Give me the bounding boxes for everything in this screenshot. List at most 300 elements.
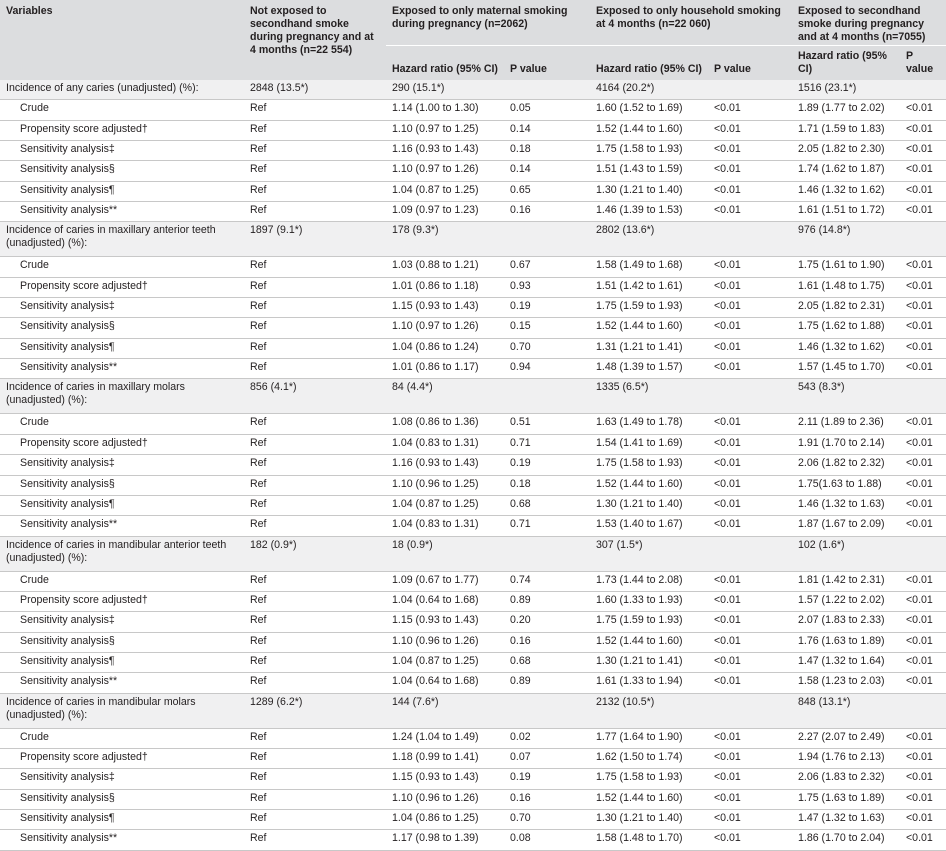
hazard-ratio-cell: 1.75 (1.58 to 1.93) bbox=[590, 141, 708, 161]
table-row bbox=[0, 318, 946, 338]
hazard-ratio-cell: 1.62 (1.50 to 1.74) bbox=[590, 748, 708, 768]
hazard-ratio-cell: 1.47 (1.32 to 1.63) bbox=[792, 809, 900, 829]
hazard-ratio-cell: 1.15 (0.93 to 1.43) bbox=[386, 298, 504, 318]
hazard-ratio-header: Hazard ratio (95% CI) bbox=[590, 46, 708, 81]
p-value-cell: 0.71 bbox=[504, 434, 590, 454]
hazard-ratio-cell: 1.75 (1.62 to 1.88) bbox=[792, 318, 900, 338]
hazard-ratio-cell: 1.04 (0.87 to 1.25) bbox=[386, 181, 504, 201]
unadjusted-count-cell: 1289 (6.2*) bbox=[244, 693, 386, 728]
p-value-cell: <0.01 bbox=[900, 338, 946, 358]
hazard-ratio-cell: 1.15 (0.93 to 1.43) bbox=[386, 769, 504, 789]
hazard-ratio-cell: 1.04 (0.83 to 1.31) bbox=[386, 516, 504, 536]
hazard-ratio-cell: 1.57 (1.45 to 1.70) bbox=[792, 359, 900, 379]
hazard-ratio-cell: 1.76 (1.63 to 1.89) bbox=[792, 632, 900, 652]
reference-cell: Ref bbox=[244, 728, 386, 748]
reference-cell: Ref bbox=[244, 516, 386, 536]
p-value-cell: 0.18 bbox=[504, 141, 590, 161]
row-label: Sensitivity analysis‡ bbox=[0, 612, 244, 632]
table-row bbox=[0, 277, 946, 297]
section-row bbox=[0, 379, 946, 414]
p-value-cell: <0.01 bbox=[900, 652, 946, 672]
hazard-ratio-cell: 1.46 (1.39 to 1.53) bbox=[590, 202, 708, 222]
p-value-cell: 0.51 bbox=[504, 414, 590, 434]
p-value-cell: <0.01 bbox=[900, 673, 946, 693]
p-value-cell: <0.01 bbox=[900, 298, 946, 318]
hazard-ratio-cell: 1.08 (0.86 to 1.36) bbox=[386, 414, 504, 434]
hazard-ratio-cell: 1.58 (1.48 to 1.70) bbox=[590, 830, 708, 850]
p-value-cell: <0.01 bbox=[900, 318, 946, 338]
section-row bbox=[0, 693, 946, 728]
hazard-ratio-cell: 1.75 (1.59 to 1.93) bbox=[590, 612, 708, 632]
table-row bbox=[0, 257, 946, 277]
reference-cell: Ref bbox=[244, 318, 386, 338]
table-row bbox=[0, 141, 946, 161]
hazard-ratio-cell: 1.75(1.63 to 1.88) bbox=[792, 475, 900, 495]
reference-cell: Ref bbox=[244, 277, 386, 297]
hazard-ratio-cell: 1.04 (0.86 to 1.25) bbox=[386, 809, 504, 829]
hazard-ratio-cell: 1.52 (1.44 to 1.60) bbox=[590, 120, 708, 140]
row-label: Propensity score adjusted† bbox=[0, 277, 244, 297]
p-value-cell: 0.19 bbox=[504, 769, 590, 789]
hazard-ratio-cell: 1.58 (1.23 to 2.03) bbox=[792, 673, 900, 693]
reference-cell: Ref bbox=[244, 571, 386, 591]
table-row bbox=[0, 338, 946, 358]
section-label: Incidence of caries in mandibular molars (unadjusted) (%): bbox=[0, 693, 244, 728]
p-value-cell: <0.01 bbox=[708, 830, 792, 850]
hazard-ratio-cell: 1.09 (0.67 to 1.77) bbox=[386, 571, 504, 591]
reference-cell: Ref bbox=[244, 748, 386, 768]
hazard-ratio-cell: 1.10 (0.96 to 1.26) bbox=[386, 789, 504, 809]
hazard-ratio-cell: 1.74 (1.62 to 1.87) bbox=[792, 161, 900, 181]
hazard-ratio-cell: 1.30 (1.21 to 1.40) bbox=[590, 809, 708, 829]
hazard-ratio-cell: 1.46 (1.32 to 1.62) bbox=[792, 338, 900, 358]
table-row bbox=[0, 769, 946, 789]
p-value-cell: <0.01 bbox=[708, 728, 792, 748]
reference-cell: Ref bbox=[244, 181, 386, 201]
hazard-ratio-cell: 1.16 (0.93 to 1.43) bbox=[386, 141, 504, 161]
section-row bbox=[0, 80, 946, 100]
reference-cell: Ref bbox=[244, 632, 386, 652]
p-value-cell: <0.01 bbox=[900, 789, 946, 809]
hazard-ratio-cell: 2.06 (1.82 to 2.32) bbox=[792, 455, 900, 475]
hazard-ratio-cell: 1.53 (1.40 to 1.67) bbox=[590, 516, 708, 536]
section-label: Incidence of caries in maxillary anterior teeth (unadjusted) (%): bbox=[0, 222, 244, 257]
table-row bbox=[0, 298, 946, 318]
unadjusted-count-cell: 2132 (10.5*) bbox=[590, 693, 792, 728]
table-row bbox=[0, 673, 946, 693]
hazard-ratio-cell: 1.48 (1.39 to 1.57) bbox=[590, 359, 708, 379]
unadjusted-count-cell: 182 (0.9*) bbox=[244, 536, 386, 571]
row-label: Sensitivity analysis§ bbox=[0, 318, 244, 338]
p-value-cell: <0.01 bbox=[708, 516, 792, 536]
table-row bbox=[0, 414, 946, 434]
hazard-ratio-cell: 1.91 (1.70 to 2.14) bbox=[792, 434, 900, 454]
hazard-ratio-cell: 1.81 (1.42 to 2.31) bbox=[792, 571, 900, 591]
p-value-cell: <0.01 bbox=[708, 748, 792, 768]
row-label: Sensitivity analysis¶ bbox=[0, 495, 244, 515]
reference-cell: Ref bbox=[244, 455, 386, 475]
unadjusted-count-cell: 102 (1.6*) bbox=[792, 536, 946, 571]
p-value-cell: <0.01 bbox=[708, 414, 792, 434]
p-value-cell: <0.01 bbox=[900, 809, 946, 829]
p-value-cell: 0.71 bbox=[504, 516, 590, 536]
p-value-cell: 0.19 bbox=[504, 455, 590, 475]
unadjusted-count-cell: 2802 (13.6*) bbox=[590, 222, 792, 257]
p-value-cell: <0.01 bbox=[708, 100, 792, 120]
p-value-cell: <0.01 bbox=[708, 277, 792, 297]
p-value-cell: 0.68 bbox=[504, 495, 590, 515]
group-household-header: Exposed to only household smoking at 4 months (n=22 060) bbox=[590, 0, 792, 46]
p-value-cell: <0.01 bbox=[708, 257, 792, 277]
hazard-ratio-cell: 1.87 (1.67 to 2.09) bbox=[792, 516, 900, 536]
row-label: Sensitivity analysis‡ bbox=[0, 298, 244, 318]
p-value-cell: <0.01 bbox=[708, 632, 792, 652]
row-label: Sensitivity analysis§ bbox=[0, 161, 244, 181]
hazard-ratio-cell: 1.51 (1.42 to 1.61) bbox=[590, 277, 708, 297]
row-label: Crude bbox=[0, 414, 244, 434]
p-value-cell: 0.94 bbox=[504, 359, 590, 379]
unadjusted-count-cell: 543 (8.3*) bbox=[792, 379, 946, 414]
hazard-ratio-cell: 1.18 (0.99 to 1.41) bbox=[386, 748, 504, 768]
p-value-header: P value bbox=[708, 46, 792, 81]
table-row bbox=[0, 591, 946, 611]
hazard-ratio-cell: 1.04 (0.87 to 1.25) bbox=[386, 495, 504, 515]
reference-cell: Ref bbox=[244, 809, 386, 829]
p-value-cell: <0.01 bbox=[900, 414, 946, 434]
reference-cell: Ref bbox=[244, 612, 386, 632]
hazard-ratio-cell: 1.47 (1.32 to 1.64) bbox=[792, 652, 900, 672]
p-value-cell: <0.01 bbox=[708, 455, 792, 475]
table-row bbox=[0, 748, 946, 768]
p-value-cell: <0.01 bbox=[708, 318, 792, 338]
row-label: Sensitivity analysis** bbox=[0, 516, 244, 536]
hazard-ratio-cell: 1.61 (1.48 to 1.75) bbox=[792, 277, 900, 297]
not-exposed-header: Not exposed to secondhand smoke during pregnancy and at 4 months (n=22 554) bbox=[244, 0, 386, 80]
p-value-cell: 0.67 bbox=[504, 257, 590, 277]
p-value-cell: 0.07 bbox=[504, 748, 590, 768]
variables-header: Variables bbox=[0, 0, 244, 80]
p-value-cell: <0.01 bbox=[708, 673, 792, 693]
p-value-cell: <0.01 bbox=[900, 728, 946, 748]
table-row bbox=[0, 571, 946, 591]
hazard-ratio-cell: 1.01 (0.86 to 1.18) bbox=[386, 277, 504, 297]
table-row bbox=[0, 728, 946, 748]
hazard-ratio-cell: 1.15 (0.93 to 1.43) bbox=[386, 612, 504, 632]
hazard-ratio-header: Hazard ratio (95% CI) bbox=[792, 46, 900, 81]
hazard-ratio-cell: 1.46 (1.32 to 1.63) bbox=[792, 495, 900, 515]
section-label: Incidence of any caries (unadjusted) (%): bbox=[0, 80, 244, 100]
p-value-cell: <0.01 bbox=[900, 591, 946, 611]
p-value-cell: <0.01 bbox=[708, 359, 792, 379]
reference-cell: Ref bbox=[244, 338, 386, 358]
p-value-cell: <0.01 bbox=[900, 434, 946, 454]
row-label: Sensitivity analysis¶ bbox=[0, 181, 244, 201]
p-value-cell: 0.08 bbox=[504, 830, 590, 850]
reference-cell: Ref bbox=[244, 202, 386, 222]
hazard-ratio-cell: 1.10 (0.96 to 1.26) bbox=[386, 632, 504, 652]
hazard-ratio-cell: 2.27 (2.07 to 2.49) bbox=[792, 728, 900, 748]
hazard-ratio-cell: 1.61 (1.33 to 1.94) bbox=[590, 673, 708, 693]
row-label: Propensity score adjusted† bbox=[0, 748, 244, 768]
hazard-ratio-cell: 1.60 (1.52 to 1.69) bbox=[590, 100, 708, 120]
p-value-cell: <0.01 bbox=[900, 181, 946, 201]
p-value-cell: 0.16 bbox=[504, 789, 590, 809]
hazard-ratio-cell: 1.89 (1.77 to 2.02) bbox=[792, 100, 900, 120]
hazard-ratio-cell: 1.54 (1.41 to 1.69) bbox=[590, 434, 708, 454]
unadjusted-count-cell: 4164 (20.2*) bbox=[590, 80, 792, 100]
hazard-ratio-cell: 1.30 (1.21 to 1.41) bbox=[590, 652, 708, 672]
p-value-cell: 0.70 bbox=[504, 809, 590, 829]
table-header bbox=[0, 0, 946, 80]
reference-cell: Ref bbox=[244, 414, 386, 434]
group-both-header: Exposed to secondhand smoke during pregnancy and at 4 months (n=7055) bbox=[792, 0, 946, 46]
reference-cell: Ref bbox=[244, 769, 386, 789]
hazard-ratio-cell: 1.10 (0.97 to 1.26) bbox=[386, 161, 504, 181]
row-label: Sensitivity analysis** bbox=[0, 673, 244, 693]
p-value-cell: 0.65 bbox=[504, 181, 590, 201]
p-value-cell: <0.01 bbox=[900, 495, 946, 515]
p-value-cell: <0.01 bbox=[708, 612, 792, 632]
p-value-cell: 0.68 bbox=[504, 652, 590, 672]
row-label: Propensity score adjusted† bbox=[0, 120, 244, 140]
row-label: Crude bbox=[0, 257, 244, 277]
p-value-cell: <0.01 bbox=[900, 571, 946, 591]
section-label: Incidence of caries in mandibular anterior teeth (unadjusted) (%): bbox=[0, 536, 244, 571]
p-value-cell: <0.01 bbox=[708, 475, 792, 495]
row-label: Sensitivity analysis§ bbox=[0, 632, 244, 652]
p-value-cell: <0.01 bbox=[900, 257, 946, 277]
table-row bbox=[0, 100, 946, 120]
unadjusted-count-cell: 856 (4.1*) bbox=[244, 379, 386, 414]
unadjusted-count-cell: 178 (9.3*) bbox=[386, 222, 590, 257]
table-row bbox=[0, 202, 946, 222]
reference-cell: Ref bbox=[244, 100, 386, 120]
unadjusted-count-cell: 290 (15.1*) bbox=[386, 80, 590, 100]
p-value-cell: <0.01 bbox=[900, 475, 946, 495]
row-label: Sensitivity analysis** bbox=[0, 830, 244, 850]
hazard-ratio-cell: 1.31 (1.21 to 1.41) bbox=[590, 338, 708, 358]
reference-cell: Ref bbox=[244, 141, 386, 161]
hazard-ratio-cell: 1.04 (0.64 to 1.68) bbox=[386, 673, 504, 693]
row-label: Sensitivity analysis¶ bbox=[0, 338, 244, 358]
p-value-cell: <0.01 bbox=[708, 571, 792, 591]
reference-cell: Ref bbox=[244, 161, 386, 181]
p-value-cell: <0.01 bbox=[708, 161, 792, 181]
hazard-ratio-cell: 1.24 (1.04 to 1.49) bbox=[386, 728, 504, 748]
hazard-ratio-cell: 1.63 (1.49 to 1.78) bbox=[590, 414, 708, 434]
unadjusted-count-cell: 1335 (6.5*) bbox=[590, 379, 792, 414]
hazard-ratio-cell: 1.51 (1.43 to 1.59) bbox=[590, 161, 708, 181]
reference-cell: Ref bbox=[244, 257, 386, 277]
p-value-cell: 0.14 bbox=[504, 120, 590, 140]
table-row bbox=[0, 830, 946, 850]
reference-cell: Ref bbox=[244, 495, 386, 515]
hazard-ratio-cell: 1.75 (1.59 to 1.93) bbox=[590, 298, 708, 318]
p-value-cell: <0.01 bbox=[900, 769, 946, 789]
table-row bbox=[0, 434, 946, 454]
p-value-cell: <0.01 bbox=[900, 612, 946, 632]
hazard-ratio-cell: 1.14 (1.00 to 1.30) bbox=[386, 100, 504, 120]
hazard-ratio-cell: 1.30 (1.21 to 1.40) bbox=[590, 181, 708, 201]
hazard-ratio-cell: 2.07 (1.83 to 2.33) bbox=[792, 612, 900, 632]
p-value-cell: <0.01 bbox=[708, 809, 792, 829]
p-value-cell: <0.01 bbox=[900, 277, 946, 297]
p-value-cell: <0.01 bbox=[708, 495, 792, 515]
p-value-cell: <0.01 bbox=[900, 141, 946, 161]
p-value-cell: 0.16 bbox=[504, 202, 590, 222]
p-value-cell: 0.18 bbox=[504, 475, 590, 495]
hazard-ratio-cell: 1.04 (0.64 to 1.68) bbox=[386, 591, 504, 611]
table-row bbox=[0, 475, 946, 495]
p-value-cell: <0.01 bbox=[900, 516, 946, 536]
table-row bbox=[0, 120, 946, 140]
row-label: Sensitivity analysis¶ bbox=[0, 809, 244, 829]
unadjusted-count-cell: 1897 (9.1*) bbox=[244, 222, 386, 257]
p-value-cell: <0.01 bbox=[900, 202, 946, 222]
hazard-ratio-cell: 2.05 (1.82 to 2.31) bbox=[792, 298, 900, 318]
hazard-ratio-cell: 1.52 (1.44 to 1.60) bbox=[590, 475, 708, 495]
p-value-cell: <0.01 bbox=[708, 769, 792, 789]
hazard-ratio-cell: 1.16 (0.93 to 1.43) bbox=[386, 455, 504, 475]
row-label: Sensitivity analysis¶ bbox=[0, 652, 244, 672]
p-value-cell: 0.89 bbox=[504, 673, 590, 693]
p-value-cell: <0.01 bbox=[900, 161, 946, 181]
row-label: Crude bbox=[0, 571, 244, 591]
hazard-ratio-cell: 1.73 (1.44 to 2.08) bbox=[590, 571, 708, 591]
p-value-cell: 0.70 bbox=[504, 338, 590, 358]
hazard-ratio-cell: 1.10 (0.97 to 1.26) bbox=[386, 318, 504, 338]
row-label: Crude bbox=[0, 100, 244, 120]
hazard-ratio-cell: 1.75 (1.63 to 1.89) bbox=[792, 789, 900, 809]
unadjusted-count-cell: 976 (14.8*) bbox=[792, 222, 946, 257]
table-row bbox=[0, 495, 946, 515]
row-label: Sensitivity analysis‡ bbox=[0, 455, 244, 475]
reference-cell: Ref bbox=[244, 830, 386, 850]
hazard-ratio-cell: 1.52 (1.44 to 1.60) bbox=[590, 632, 708, 652]
hazard-ratio-cell: 1.01 (0.86 to 1.17) bbox=[386, 359, 504, 379]
hazard-ratio-cell: 1.04 (0.86 to 1.24) bbox=[386, 338, 504, 358]
table-body bbox=[0, 80, 946, 850]
hazard-ratio-cell: 1.52 (1.44 to 1.60) bbox=[590, 789, 708, 809]
hazard-ratio-cell: 1.60 (1.33 to 1.93) bbox=[590, 591, 708, 611]
p-value-cell: 0.20 bbox=[504, 612, 590, 632]
table-row bbox=[0, 612, 946, 632]
hazard-ratio-cell: 1.30 (1.21 to 1.40) bbox=[590, 495, 708, 515]
hazard-ratio-cell: 1.03 (0.88 to 1.21) bbox=[386, 257, 504, 277]
row-label: Crude bbox=[0, 728, 244, 748]
row-label: Sensitivity analysis§ bbox=[0, 789, 244, 809]
unadjusted-count-cell: 18 (0.9*) bbox=[386, 536, 590, 571]
row-label: Sensitivity analysis‡ bbox=[0, 769, 244, 789]
p-value-cell: 0.15 bbox=[504, 318, 590, 338]
p-value-cell: 0.93 bbox=[504, 277, 590, 297]
hazard-ratio-cell: 1.75 (1.61 to 1.90) bbox=[792, 257, 900, 277]
hazard-ratio-cell: 1.58 (1.49 to 1.68) bbox=[590, 257, 708, 277]
p-value-cell: <0.01 bbox=[708, 120, 792, 140]
p-value-cell: 0.02 bbox=[504, 728, 590, 748]
section-row bbox=[0, 222, 946, 257]
hazard-ratio-cell: 1.52 (1.44 to 1.60) bbox=[590, 318, 708, 338]
reference-cell: Ref bbox=[244, 591, 386, 611]
table-row bbox=[0, 516, 946, 536]
table-row bbox=[0, 161, 946, 181]
unadjusted-count-cell: 1516 (23.1*) bbox=[792, 80, 946, 100]
p-value-cell: 0.19 bbox=[504, 298, 590, 318]
reference-cell: Ref bbox=[244, 120, 386, 140]
reference-cell: Ref bbox=[244, 673, 386, 693]
section-row bbox=[0, 536, 946, 571]
hazard-ratio-cell: 1.75 (1.58 to 1.93) bbox=[590, 455, 708, 475]
table-row bbox=[0, 455, 946, 475]
hazard-ratio-cell: 2.06 (1.83 to 2.32) bbox=[792, 769, 900, 789]
hazard-ratio-cell: 1.04 (0.83 to 1.31) bbox=[386, 434, 504, 454]
table-row bbox=[0, 789, 946, 809]
unadjusted-count-cell: 144 (7.6*) bbox=[386, 693, 590, 728]
p-value-cell: <0.01 bbox=[708, 141, 792, 161]
row-label: Sensitivity analysis‡ bbox=[0, 141, 244, 161]
row-label: Propensity score adjusted† bbox=[0, 591, 244, 611]
hazard-ratio-cell: 2.11 (1.89 to 2.36) bbox=[792, 414, 900, 434]
p-value-cell: <0.01 bbox=[708, 338, 792, 358]
p-value-cell: <0.01 bbox=[900, 120, 946, 140]
group-maternal-header: Exposed to only maternal smoking during pregnancy (n=2062) bbox=[386, 0, 590, 46]
p-value-cell: <0.01 bbox=[900, 455, 946, 475]
p-value-cell: 0.16 bbox=[504, 632, 590, 652]
p-value-cell: <0.01 bbox=[708, 434, 792, 454]
p-value-cell: <0.01 bbox=[900, 632, 946, 652]
hazard-ratio-cell: 1.75 (1.58 to 1.93) bbox=[590, 769, 708, 789]
p-value-cell: <0.01 bbox=[708, 591, 792, 611]
hazard-ratio-cell: 2.05 (1.82 to 2.30) bbox=[792, 141, 900, 161]
reference-cell: Ref bbox=[244, 434, 386, 454]
hazard-ratio-header: Hazard ratio (95% CI) bbox=[386, 46, 504, 81]
hazard-ratio-cell: 1.71 (1.59 to 1.83) bbox=[792, 120, 900, 140]
reference-cell: Ref bbox=[244, 475, 386, 495]
row-label: Propensity score adjusted† bbox=[0, 434, 244, 454]
p-value-cell: 0.74 bbox=[504, 571, 590, 591]
table-row bbox=[0, 181, 946, 201]
hazard-ratio-cell: 1.04 (0.87 to 1.25) bbox=[386, 652, 504, 672]
p-value-cell: <0.01 bbox=[708, 298, 792, 318]
hazard-ratio-cell: 1.17 (0.98 to 1.39) bbox=[386, 830, 504, 850]
p-value-cell: <0.01 bbox=[900, 748, 946, 768]
p-value-cell: <0.01 bbox=[708, 181, 792, 201]
p-value-cell: 0.14 bbox=[504, 161, 590, 181]
hazard-ratio-cell: 1.94 (1.76 to 2.13) bbox=[792, 748, 900, 768]
hazard-ratio-cell: 1.57 (1.22 to 2.02) bbox=[792, 591, 900, 611]
hazard-ratio-cell: 1.46 (1.32 to 1.62) bbox=[792, 181, 900, 201]
row-label: Sensitivity analysis** bbox=[0, 359, 244, 379]
p-value-cell: <0.01 bbox=[708, 202, 792, 222]
p-value-cell: <0.01 bbox=[900, 830, 946, 850]
table-row bbox=[0, 809, 946, 829]
hazard-ratio-cell: 1.86 (1.70 to 2.04) bbox=[792, 830, 900, 850]
table-row bbox=[0, 359, 946, 379]
unadjusted-count-cell: 307 (1.5*) bbox=[590, 536, 792, 571]
row-label: Sensitivity analysis** bbox=[0, 202, 244, 222]
hazard-ratio-cell: 1.77 (1.64 to 1.90) bbox=[590, 728, 708, 748]
p-value-header: P value bbox=[504, 46, 590, 81]
reference-cell: Ref bbox=[244, 298, 386, 318]
reference-cell: Ref bbox=[244, 359, 386, 379]
unadjusted-count-cell: 848 (13.1*) bbox=[792, 693, 946, 728]
p-value-cell: <0.01 bbox=[708, 652, 792, 672]
reference-cell: Ref bbox=[244, 652, 386, 672]
unadjusted-count-cell: 2848 (13.5*) bbox=[244, 80, 386, 100]
p-value-cell: <0.01 bbox=[708, 789, 792, 809]
reference-cell: Ref bbox=[244, 789, 386, 809]
hazard-ratio-cell: 1.09 (0.97 to 1.23) bbox=[386, 202, 504, 222]
